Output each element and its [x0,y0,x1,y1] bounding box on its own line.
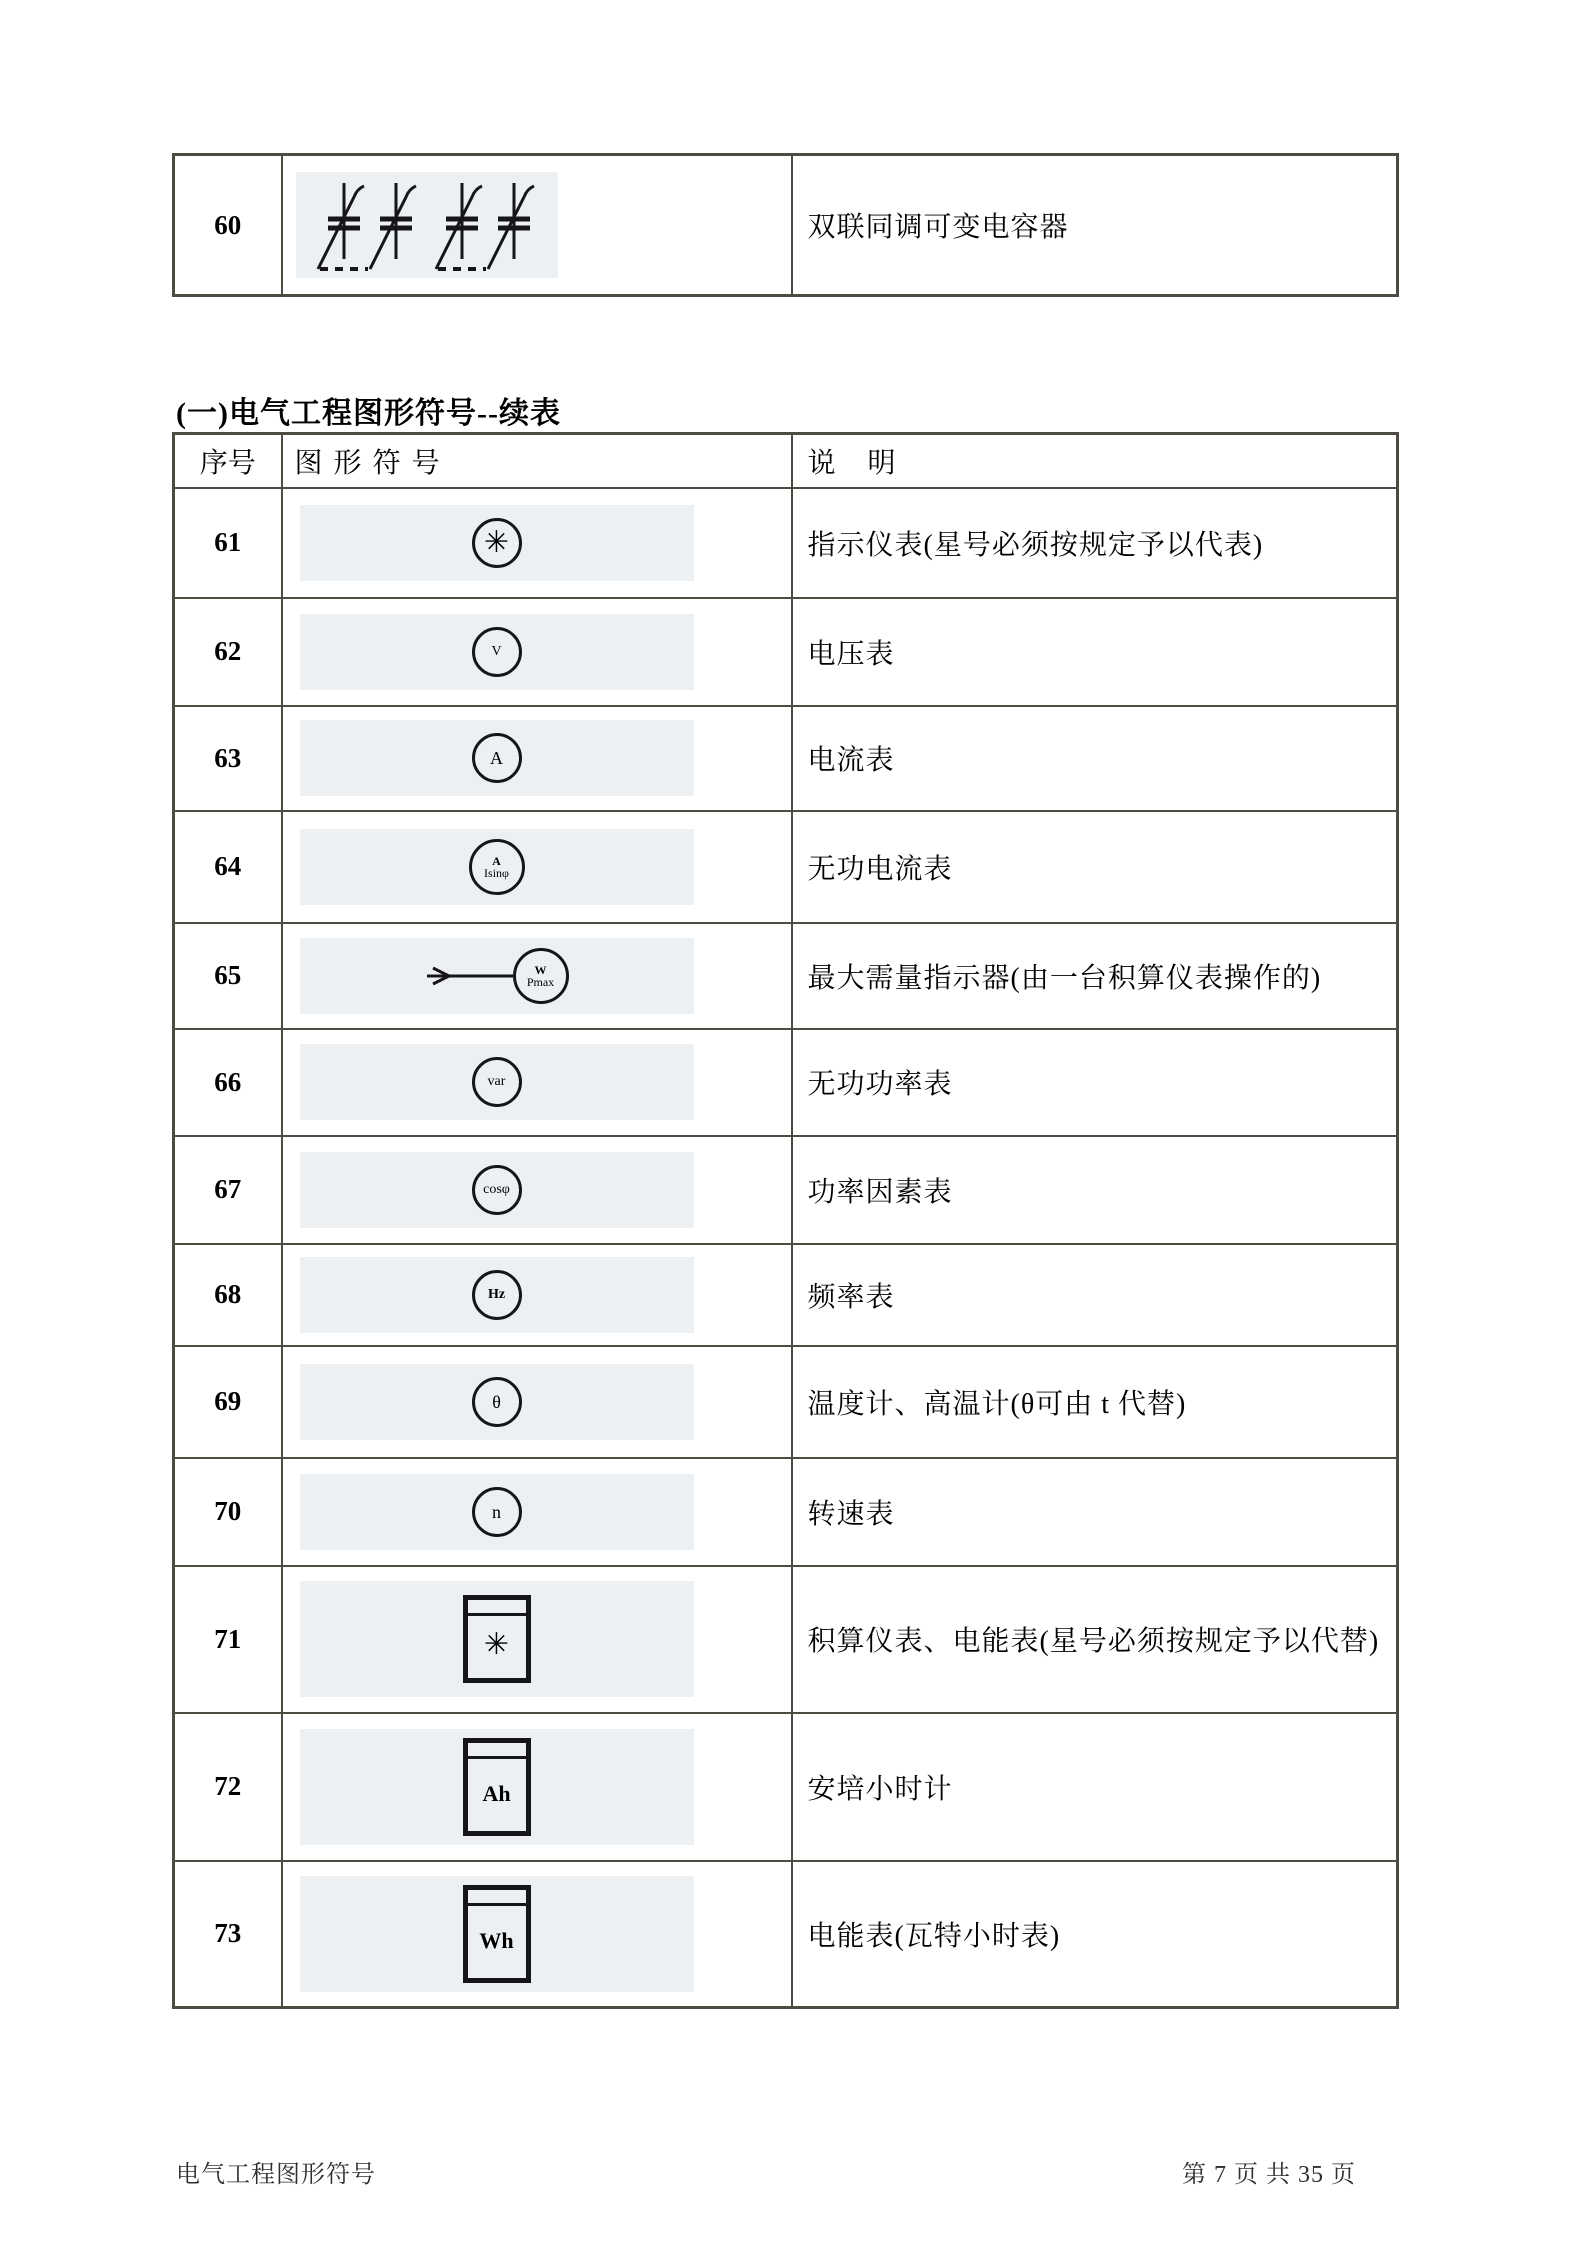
symbol-cell [282,1566,792,1713]
symbol-description: 最大需量指示器(由一台积算仪表操作的) [792,923,1398,1029]
row-number: 67 [174,1136,282,1244]
table-row [174,1458,1398,1566]
row-number: 72 [174,1713,282,1861]
header-row [174,434,1398,488]
symbol-image-patch [300,1581,694,1697]
symbol-image-patch [300,1876,694,1992]
power-factor-meter-icon: cosφ [472,1165,522,1215]
table-row [174,598,1398,706]
symbol-description: 电流表 [792,706,1398,811]
row-number: 68 [174,1244,282,1346]
symbol-image-patch [300,1257,694,1333]
symbol-description: 积算仪表、电能表(星号必须按规定予以代替) [792,1566,1398,1713]
row-number: 65 [174,923,282,1029]
row-number: 64 [174,811,282,923]
row-number: 73 [174,1861,282,2008]
var-meter-icon: var [472,1057,522,1107]
symbol-description: 功率因素表 [792,1136,1398,1244]
symbol-image-patch [300,829,694,905]
symbol-description: 指示仪表(星号必须按规定予以代表) [792,488,1398,598]
ammeter-icon: A [472,733,522,783]
symbol-description: 频率表 [792,1244,1398,1346]
tachometer-icon: n [472,1487,522,1537]
table-row [174,1861,1398,2008]
row-number: 69 [174,1346,282,1458]
row-number: 66 [174,1029,282,1136]
symbol-cell [282,598,792,706]
symbol-table [172,432,1399,2009]
table-row [174,811,1398,923]
symbol-cell [282,155,792,296]
page-footer [176,2154,1356,2189]
watt-hour-meter-icon: Wh [463,1885,531,1983]
dual-variable-capacitor-icon [302,175,552,275]
symbol-image-patch [300,614,694,690]
header-symbol: 图 形 符 号 [282,434,792,488]
frequency-meter-icon: Hz [472,1270,522,1320]
symbol-image-patch [300,1474,694,1550]
ampere-hour-meter-icon: Ah [463,1738,531,1836]
indicating-meter-icon: ✳ [472,518,522,568]
symbol-image-patch [300,1152,694,1228]
table-row [174,1346,1398,1458]
symbol-image-patch [300,720,694,796]
reactive-ammeter-icon: A Isinφ [469,839,525,895]
symbol-description: 转速表 [792,1458,1398,1566]
table-row [174,1244,1398,1346]
header-no: 序号 [174,434,282,488]
symbol-cell [282,811,792,923]
symbol-image-patch [300,1729,694,1845]
symbol-description: 温度计、高温计(θ可由 t 代替) [792,1346,1398,1458]
symbol-cell [282,1861,792,2008]
symbol-image-patch [300,1044,694,1120]
symbol-description: 安培小时计 [792,1713,1398,1861]
symbol-description: 电压表 [792,598,1398,706]
footer-document-title: 电气工程图形符号 [176,2162,376,2188]
table-row [174,155,1398,296]
symbol-cell [282,706,792,811]
row-number: 61 [174,488,282,598]
symbol-description: 无功功率表 [792,1029,1398,1136]
voltmeter-icon: V [472,627,522,677]
table-row [174,1029,1398,1136]
table-row [174,1136,1398,1244]
header-desc: 说 明 [792,434,1398,488]
footer-page-number: 第 7 页 共 35 页 [1182,2162,1356,2188]
table-row [174,1566,1398,1713]
capacitor-table [172,153,1399,297]
symbol-image-patch [300,1364,694,1440]
symbol-image-patch [300,938,694,1014]
table-row [174,488,1398,598]
table-row [174,1713,1398,1861]
symbol-description: 双联同调可变电容器 [792,155,1398,296]
integrating-meter-icon: ✳ [463,1595,531,1683]
thermometer-icon: θ [472,1377,522,1427]
table-row [174,706,1398,811]
max-demand-indicator-icon: W Pmax [425,948,569,1004]
symbol-cell [282,1136,792,1244]
row-number: 63 [174,706,282,811]
symbol-description: 无功电流表 [792,811,1398,923]
symbol-cell [282,1346,792,1458]
symbol-cell [282,923,792,1029]
symbol-cell [282,1458,792,1566]
row-number: 71 [174,1566,282,1713]
table-row [174,923,1398,1029]
symbol-image-patch [300,505,694,581]
section-heading: (一)电气工程图形符号--续表 [176,397,561,430]
symbol-image-patch [296,172,558,278]
symbol-cell [282,488,792,598]
row-number: 62 [174,598,282,706]
row-number: 60 [174,155,282,296]
symbol-description: 电能表(瓦特小时表) [792,1861,1398,2008]
symbol-cell [282,1244,792,1346]
symbol-cell [282,1029,792,1136]
arrow-icon [425,965,513,987]
symbol-cell [282,1713,792,1861]
row-number: 70 [174,1458,282,1566]
